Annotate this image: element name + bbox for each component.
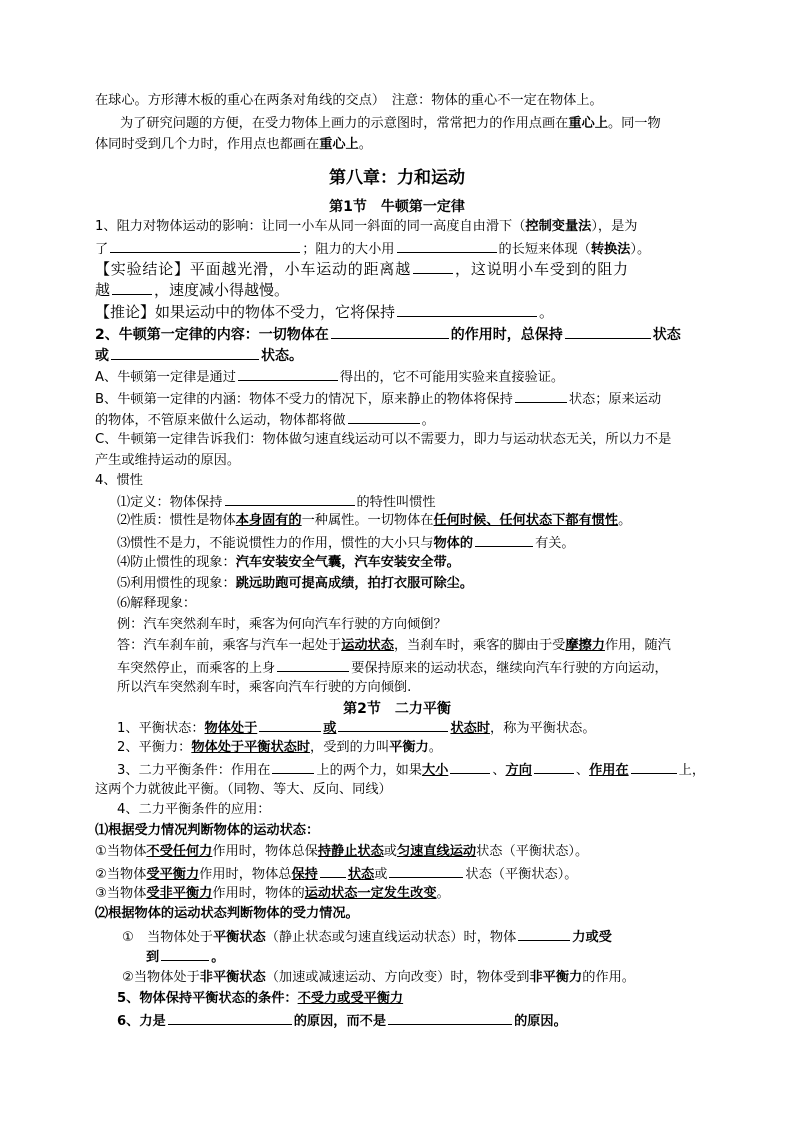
point-b-line-2: [95, 410, 435, 430]
fill-blank[interactable]: [631, 760, 677, 774]
emphasis: 平衡状态: [212, 930, 266, 945]
emphasis: 力或受: [572, 930, 612, 945]
sub-2-heading: [95, 905, 359, 923]
fill-blank[interactable]: [397, 239, 497, 253]
point-c-line-1: [95, 431, 671, 449]
q2-line-2: [95, 346, 303, 365]
balance-3-line-2: [95, 781, 392, 799]
fill-blank[interactable]: [277, 658, 349, 672]
intro-text: 。: [358, 137, 372, 152]
text: 4、二力平衡条件的应用：: [117, 802, 271, 817]
emphasis: 匀速直线运动: [396, 844, 477, 859]
fill-blank[interactable]: [565, 325, 651, 339]
intro-line-1: [95, 92, 603, 110]
balance-4: [117, 801, 270, 819]
balance-3-line-1: [117, 760, 705, 780]
emphasis: 受非平衡力: [146, 886, 213, 901]
point-c-line-2: [95, 452, 240, 470]
q1-line-1: [95, 218, 637, 236]
intro-emphasis: 重心上: [319, 137, 359, 152]
inertia-1: [117, 492, 436, 512]
text: 。: [436, 886, 450, 901]
text: ①当物体: [95, 844, 147, 859]
intro-emphasis: 重心上: [568, 116, 608, 131]
fill-blank[interactable]: [450, 760, 490, 774]
text: ① 当物体处于: [122, 930, 213, 945]
fill-blank[interactable]: [397, 303, 537, 317]
fill-blank[interactable]: [320, 864, 346, 878]
text: ），是为: [591, 219, 638, 234]
emphasis: 非平衡力: [529, 970, 583, 985]
text: ③当物体: [95, 886, 147, 901]
text: 例：汽车突然刹车时，乘客为何向汽车行驶的方向倾倒？: [117, 617, 447, 632]
intro-line-2: [120, 115, 661, 133]
sub-1-item-2: [95, 864, 577, 884]
balance-2: [117, 739, 442, 757]
inertia-heading: [95, 472, 143, 490]
section-1-title: 第1节 牛顿第一定律: [329, 199, 465, 215]
fill-blank[interactable]: [389, 864, 463, 878]
text: 3、二力平衡条件：作用在: [117, 763, 271, 778]
text: 4、惯性: [95, 473, 143, 488]
balance-1: [117, 718, 596, 738]
emphasis: 方向: [505, 763, 532, 778]
text: 的长短来体现（: [498, 242, 591, 257]
text: 的特性叫惯性: [356, 495, 436, 510]
text: 1、平衡状态：: [117, 721, 205, 736]
text: ，称为平衡状态。: [490, 721, 596, 736]
text: 。: [618, 513, 632, 528]
sub-2-item-2: [122, 969, 635, 987]
text: 。: [211, 950, 225, 965]
emphasis: 控制变量法: [525, 219, 592, 234]
emphasis: 保持: [291, 867, 318, 882]
text: 。: [428, 740, 442, 755]
intro-text: 体同时受到几个力时，作用点也都画在: [95, 137, 320, 152]
inference-line: [95, 303, 554, 321]
emphasis: 汽车安装安全气囊，汽车安装安全带。: [235, 555, 460, 570]
intro-line-3: [95, 136, 372, 154]
emphasis: 不受力或受平衡力: [297, 991, 404, 1006]
text: 的原因，而不是: [293, 1014, 387, 1029]
fill-blank[interactable]: [111, 346, 259, 360]
text: B、牛顿第一定律的内涵：物体不受力的情况下，原来静止的物体将保持: [95, 392, 513, 407]
balance-5: [117, 990, 403, 1008]
text: 状态；原来运动: [568, 392, 662, 407]
sub-2-item-1-line-1: [122, 927, 612, 947]
text: ②当物体处于: [122, 970, 200, 985]
example-question: [117, 616, 447, 634]
text: 所以汽车突然刹车时，乘客向汽车行驶的方向倾倒.: [117, 680, 412, 695]
text: 5、物体保持平衡状态的条件：: [117, 991, 298, 1006]
emphasis: 本身固有的: [235, 513, 302, 528]
emphasis: 跳远助跑可提高成绩，拍打衣服可除尘。: [235, 576, 474, 591]
fill-blank[interactable]: [225, 492, 355, 506]
text: 作用时，物体总: [199, 867, 292, 882]
text: 状态（平衡状态）。: [465, 867, 578, 882]
text: 的作用。: [582, 970, 635, 985]
text: 上的两个力，如果: [316, 763, 422, 778]
text: ②当物体: [95, 867, 147, 882]
sub-2-item-1-line-2: [146, 947, 224, 967]
text: 车突然停止，而乘客的上身: [117, 661, 276, 676]
text: 6、力是: [117, 1014, 166, 1029]
emphasis: 大小: [421, 763, 449, 778]
sub-1-item-1: [95, 843, 588, 861]
inertia-3: [117, 533, 575, 553]
balance-6: [117, 1011, 567, 1031]
text: 【实验结论】平面越光滑，小车运动的距离越: [95, 260, 412, 278]
text: 得出的，它不可能用实验来直接验证。: [339, 370, 565, 385]
sub-1-item-3: [95, 885, 450, 903]
text: ⑷防止惯性的现象：: [117, 555, 236, 570]
emphasis: 受平衡力: [146, 867, 200, 882]
text: 产生或维持运动的原因。: [95, 453, 241, 468]
text: 作用时，物体总保: [212, 844, 318, 859]
text: 越: [95, 281, 111, 299]
text: 到: [146, 950, 160, 965]
fill-blank[interactable]: [161, 947, 209, 961]
text: ⑵性质：惯性是物体: [117, 513, 236, 528]
emphasis: 状态: [347, 867, 375, 882]
text: 作用时，物体的: [212, 886, 305, 901]
q1-line-2: [95, 239, 650, 259]
emphasis: 物体处于: [204, 721, 258, 736]
intro-text: 为了研究问题的方便，在受力物体上画力的示意图时，常常把力的作用点画在: [120, 116, 569, 131]
section-2-title: 第2节 二力平衡: [343, 701, 451, 717]
inertia-5: [117, 575, 473, 593]
text: 的作用时，总保持: [450, 327, 563, 343]
fill-blank[interactable]: [388, 1011, 512, 1025]
emphasis: 运动状态: [341, 638, 394, 653]
emphasis: 非平衡状态: [199, 970, 266, 985]
emphasis: 任何时候、任何状态下都有惯性: [433, 513, 619, 528]
emphasis: 物体处于平衡状态时: [191, 740, 311, 755]
text: 有关。: [535, 536, 575, 551]
text: A、牛顿第一定律是通过: [95, 370, 236, 385]
text: ⑹解释现象：: [117, 596, 197, 611]
text: ；阻力的大小用: [302, 242, 395, 257]
point-a: [95, 367, 564, 387]
text: 状态: [652, 327, 681, 343]
text: 作用，随汽: [604, 638, 671, 653]
text: ⑵根据物体的运动状态判断物体的受力情况。: [95, 906, 359, 921]
text: ）。: [630, 242, 651, 257]
experiment-line-1: [95, 260, 629, 278]
emphasis: 摩擦力: [565, 638, 605, 653]
text: 2、平衡力：: [117, 740, 192, 755]
emphasis: 作用在: [589, 763, 629, 778]
chapter-title: 第八章：力和运动: [329, 168, 465, 188]
text: 答：汽车刹车前，乘客与汽车一起处于: [117, 638, 342, 653]
inertia-4: [117, 554, 460, 572]
fill-blank[interactable]: [338, 718, 448, 732]
text: ⑸利用惯性的现象：: [117, 576, 236, 591]
sub-1-heading: [95, 822, 319, 840]
fill-blank[interactable]: [272, 760, 314, 774]
text: 或: [95, 348, 109, 364]
text: 、: [492, 763, 506, 778]
emphasis: 不受任何力: [146, 844, 213, 859]
text: 或: [374, 867, 388, 882]
fill-blank[interactable]: [112, 281, 152, 295]
emphasis: 转换法: [590, 242, 631, 257]
text: ⑴根据受力情况判断物体的运动状态：: [95, 823, 320, 838]
emphasis: 持静止状态: [317, 844, 384, 859]
text: 。: [421, 413, 435, 428]
fill-blank[interactable]: [238, 367, 338, 381]
text: 、: [575, 763, 590, 778]
fill-blank[interactable]: [413, 260, 453, 274]
text: 。: [539, 303, 555, 321]
experiment-line-2: [95, 281, 289, 299]
text: ，受到的力叫: [310, 740, 390, 755]
fill-blank[interactable]: [259, 718, 321, 732]
text: 一种属性。一切物体在: [301, 513, 434, 528]
text: （静止状态或匀速直线运动状态）时，物体: [265, 930, 517, 945]
text: 这两个力就彼此平衡。（同物、等大、反向、同线）: [95, 782, 392, 797]
text: 了: [95, 242, 109, 257]
fill-blank[interactable]: [331, 325, 449, 339]
emphasis: 或: [323, 721, 337, 736]
text: ，当刹车时，乘客的脚由于受: [393, 638, 566, 653]
text: ⑶惯性不是力，不能说惯性力的作用，惯性的大小只与: [117, 536, 434, 551]
text: 或: [383, 844, 397, 859]
text: ，速度减小得越慢。: [154, 281, 290, 299]
fill-blank[interactable]: [518, 927, 570, 941]
intro-text: 。同一物: [607, 116, 661, 131]
emphasis: 平衡力: [389, 740, 429, 755]
inertia-6: [117, 595, 196, 613]
text: 上，: [678, 763, 706, 778]
text: 1、阻力对物体运动的影响：让同一小车从同一斜面的同一高度自由滑下（: [95, 219, 526, 234]
text: 状态。: [261, 348, 303, 364]
answer-line-3: [117, 679, 411, 697]
text: 的原因。: [514, 1014, 567, 1029]
text: 2、牛顿第一定律的内容：一切物体在: [95, 327, 329, 343]
fill-blank[interactable]: [348, 410, 420, 424]
emphasis: 物体的: [433, 536, 474, 551]
text: ，这说明小车受到的阻力: [455, 260, 629, 278]
answer-line-2: [117, 658, 668, 678]
text: （加速或减速运动、方向改变）时，物体受到: [265, 970, 530, 985]
text: ⑴定义：物体保持: [117, 495, 223, 510]
inertia-2: [117, 512, 631, 530]
text: 的物体，不管原来做什么运动，物体都将做: [95, 413, 346, 428]
text: 状态（平衡状态）。: [476, 844, 589, 859]
emphasis: 运动状态一定发生改变: [304, 886, 437, 901]
q2-line-1: [95, 325, 681, 344]
fill-blank[interactable]: [168, 1011, 292, 1025]
emphasis: 状态时: [450, 721, 491, 736]
text: 【推论】如果运动中的物体不受力，它将保持: [95, 303, 396, 321]
fill-blank[interactable]: [110, 239, 300, 253]
point-b-line-1: [95, 389, 661, 409]
text: C、牛顿第一定律告诉我们：物体做匀速直线运动可以不需要力，即力与运动状态无关，所以力不是: [95, 432, 672, 447]
intro-text: 在球心。方形薄木板的重心在两条对角线的交点） 注意：物体的重心不一定在物体上。: [95, 93, 603, 108]
fill-blank[interactable]: [534, 760, 574, 774]
text: 要保持原来的运动状态，继续向汽车行驶的方向运动，: [351, 661, 668, 676]
fill-blank[interactable]: [515, 389, 567, 403]
answer-line-1: [117, 637, 671, 655]
fill-blank[interactable]: [475, 533, 533, 547]
